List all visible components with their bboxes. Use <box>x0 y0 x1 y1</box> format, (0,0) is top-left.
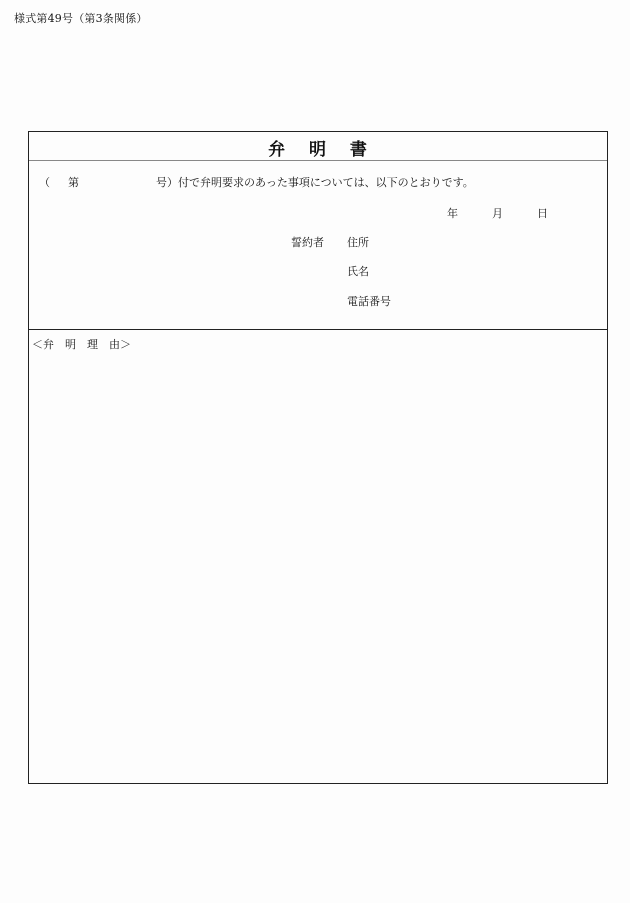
phone-label: 電話番号 <box>347 295 391 308</box>
intro-text: 号）付で弁明要求のあった事項については、以下のとおりです。 <box>156 176 474 189</box>
title-row <box>29 132 607 161</box>
form-number: 様式第49号（第3条関係） <box>14 12 148 25</box>
signer-label: 誓約者 <box>291 236 324 249</box>
date-year-label: 年 <box>447 207 458 220</box>
intro-open-paren: （ <box>39 176 50 189</box>
intro-dai: 第 <box>68 176 79 189</box>
document-title <box>29 135 607 160</box>
date-day-label: 日 <box>537 207 548 220</box>
title-char-1: 弁 <box>268 140 287 160</box>
name-label: 氏名 <box>347 265 369 278</box>
date-month-label: 月 <box>492 207 503 220</box>
title-char-3: 書 <box>349 140 368 160</box>
form-sheet <box>28 131 608 784</box>
reason-heading: ＜弁 明 理 由＞ <box>32 338 131 351</box>
title-char-2: 明 <box>309 140 327 160</box>
section-divider <box>29 329 607 330</box>
address-label: 住所 <box>347 236 369 249</box>
